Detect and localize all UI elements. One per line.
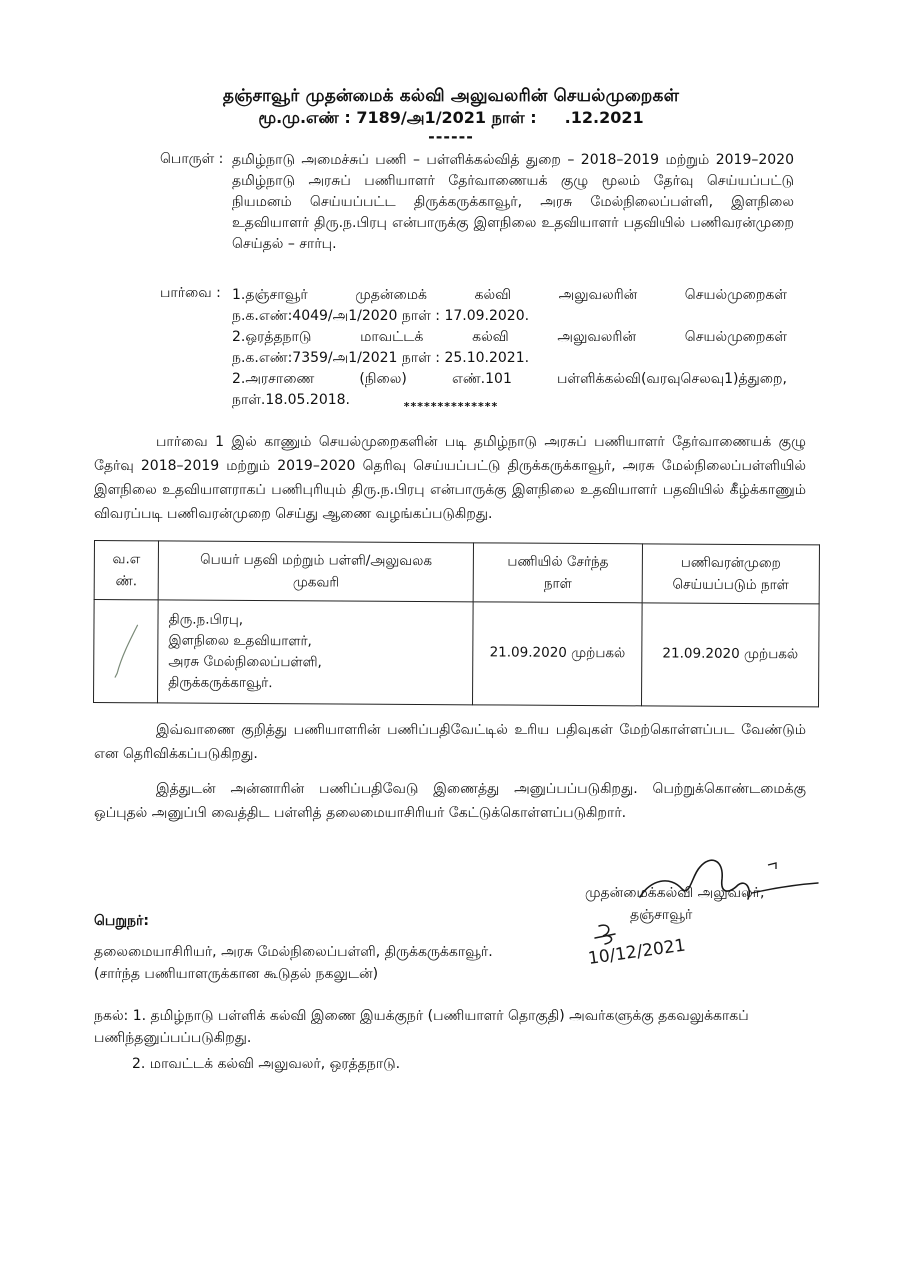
employee-name: திரு.ந.பிரபு, [168, 611, 244, 628]
signatory-title: முதன்மைக்கல்வி அலுவலர், [585, 885, 765, 901]
svg-text:10/12/2021: 10/12/2021 [586, 935, 687, 969]
recipient-address: தலைமையாசிரியர், அரசு மேல்நிலைப்பள்ளி, திருக்கருக்காவூர். [94, 944, 493, 960]
reference-item-2-line2: ந.க.எண்:7359/அ1/2021 நாள் : 25.10.2021. [232, 350, 530, 366]
signatory-place: தஞ்சாவூர் [630, 907, 693, 923]
body-paragraph-2: இவ்வாணை குறித்து பணியாளரின் பணிப்பதிவேட்டில் உரிய பதிவுகள் மேற்கொள்ளப்பட வேண்டும் என தெரிவிக்கப்படுகிறது. [94, 722, 806, 762]
header-joined-date: பணியில் சேர்ந்த நாள் [473, 543, 642, 603]
reference-number-line [0, 108, 902, 129]
reference-item-3-line2: நாள்.18.05.2018. [232, 392, 350, 408]
body-paragraph-1: பார்வை 1 இல் காணும் செயல்முறைகளின் படி தமிழ்நாடு அரசுப் பணியாளர் தேர்வாணையக் குழு தேர்வு 2018–2019 மற்றும் 2019–2020 தெரிவு செய்யப்பட்டு திருக்கருக்காவூர், அரசு மேல்நிலைப்பள்ளியில் இளநிலை உதவியாளராகப் பணிபுரியும் திரு.ந.பிரபு என்பாருக்கு இளநிலை உதவியாளர் பதவியில் கீழ்க்காணும் விவரப்படி பணிவரன்முறை செய்து ஆணை வழங்கப்படுகிறது. [94, 434, 806, 522]
office-title: தஞ்சாவூர் முதன்மைக் கல்வி அலுவலரின் செயல்முறைகள் [222, 86, 680, 106]
employee-school: அரசு மேல்நிலைப்பள்ளி, [168, 653, 322, 671]
reference-item-2-line1: 2.ஒரத்தநாடு மாவட்டக் கல்வி அலுவலரின் செயல்முறைகள் [232, 329, 787, 345]
references-divider: ************** [403, 400, 499, 413]
body-paragraph-3: இத்துடன் அன்னாரின் பணிப்பதிவேடு இணைத்து அனுப்பப்படுகிறது. பெற்றுக்கொண்டமைக்கு ஒப்புதல் அனுப்பி வைத்திட பள்ளித் தலைமையாசிரியர் கேட்டுக்கொள்ளப்படுகிறார். [94, 781, 806, 821]
table-row [94, 600, 820, 707]
reference-item-3-line1: 2.அரசாணை (நிலை) எண்.101 பள்ளிக்கல்வி(வரவுசெலவு1)த்துறை, [232, 371, 787, 387]
pen-tick-icon [111, 621, 141, 681]
references-list [232, 285, 787, 411]
reference-number: மூ.மு.எண் : 7189/அ1/2021 நாள் : [258, 108, 537, 127]
header-regularised-date: பணிவரன்முறை செய்யப்படும் நாள் [642, 544, 819, 604]
recipient-label: பெறுநர்: [94, 913, 149, 929]
table-header-row [94, 541, 819, 604]
reference-item-1-line2: ந.க.எண்:4049/அ1/2020 நாள் : 17.09.2020. [232, 308, 530, 324]
reference-date: .12.2021 [564, 108, 644, 127]
references-label: பார்வை : [160, 285, 221, 301]
employee-designation: இளநிலை உதவியாளர், [168, 632, 312, 650]
copy-to-item-2: 2. மாவட்டக் கல்வி அலுவலர், ஒரத்தநாடு. [132, 1056, 401, 1072]
regularisation-table [93, 540, 820, 707]
handwritten-date [585, 920, 695, 970]
regularised-date-cell: 21.09.2020 முற்பகல் [641, 603, 819, 707]
recipient-note: (சார்ந்த பணியாளருக்கான கூடுதல் நகலுடன்) [94, 966, 379, 982]
joined-date-cell: 21.09.2020 முற்பகல் [473, 602, 642, 706]
header-name-address: பெயர் பதவி மற்றும் பள்ளி/அலுவலக முகவரி [158, 541, 473, 602]
subject-label: பொருள் : [160, 151, 224, 167]
subject-text: தமிழ்நாடு அமைச்சுப் பணி – பள்ளிக்கல்வித் துறை – 2018–2019 மற்றும் 2019–2020 தமிழ்நாடு அரசுப் பணியாளர் தேர்வாணையக் குழு மூலம் தேர்வு செய்யப்பட்டு நியமனம் செய்யப்பட்ட திருக்கருக்காவூர், அரசு மேல்நிலைப்பள்ளி, இளநிலை உதவியாளர் திரு.ந.பிரபு என்பாருக்கு இளநிலை உதவியாளர் பதவியில் பணிவரன்முறை செய்தல் – சார்பு. [232, 152, 794, 252]
employee-place: திருக்கருக்காவூர். [168, 674, 273, 692]
header-serial: வ.எ ண். [94, 541, 159, 600]
reference-item-1-line1: 1.தஞ்சாவூர் முதன்மைக் கல்வி அலுவலரின் செயல்முறைகள் [232, 287, 787, 303]
serial-cell [94, 600, 159, 703]
copy-to-item-1: நகல்: 1. தமிழ்நாடு பள்ளிக் கல்வி இணை இயக்குநர் (பணியாளர் தொகுதி) அவர்களுக்கு தகவலுக்காகப் பணிந்தனுப்பப்படுகிறது. [94, 1008, 749, 1046]
address-cell [158, 600, 474, 705]
header-separator: ------ [428, 127, 474, 146]
